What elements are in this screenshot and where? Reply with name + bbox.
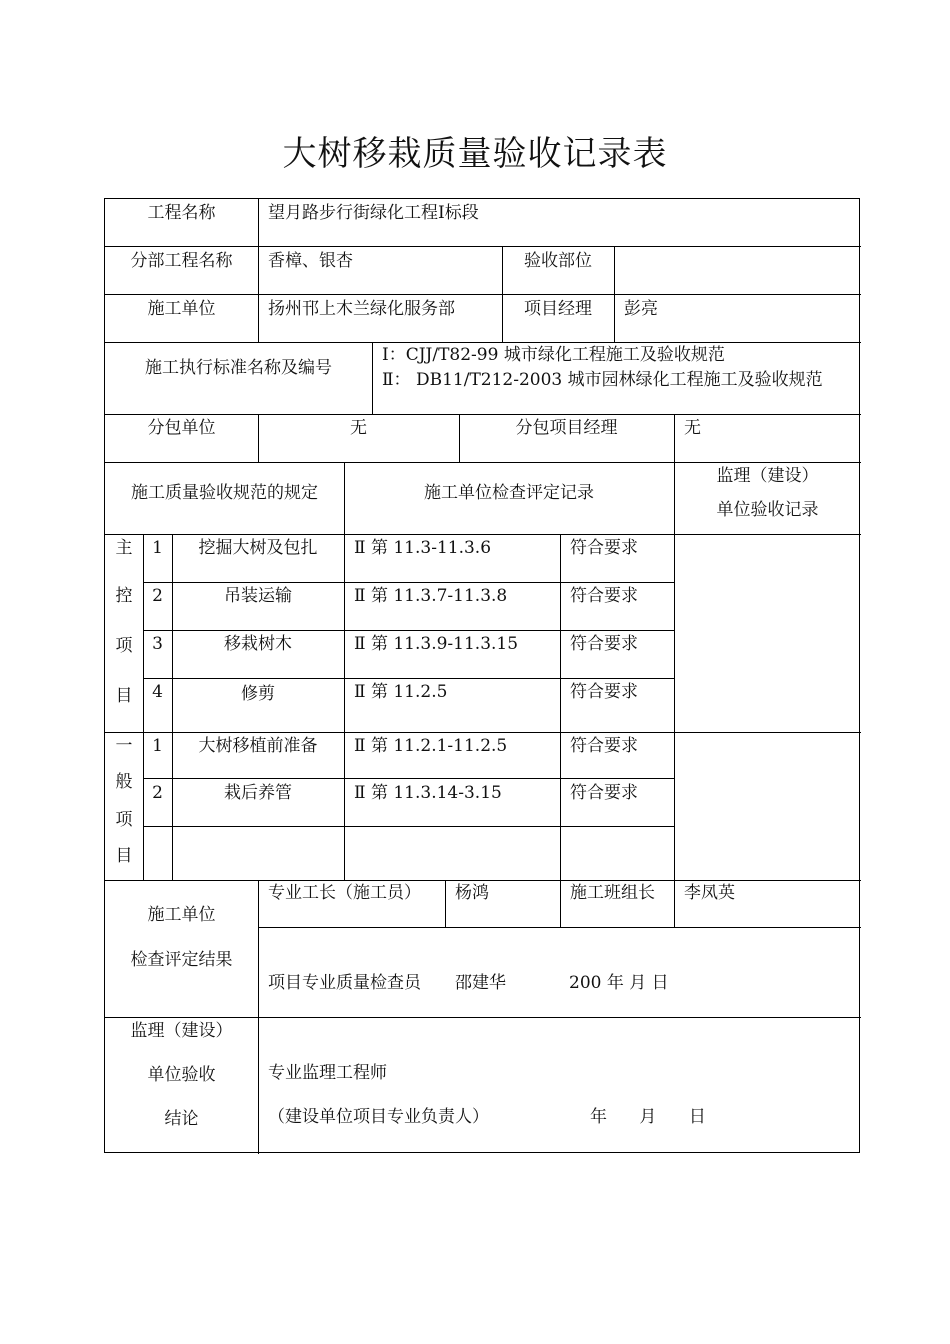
col-divider [674, 880, 675, 927]
supervisor-header-line1: 监理（建设） [716, 466, 819, 486]
row-divider [105, 732, 861, 733]
item-result[interactable]: 符合要求 [570, 634, 638, 654]
item-number: 4 [152, 682, 163, 702]
row-divider [258, 927, 861, 928]
contractor-result-label-line1: 施工单位 [147, 905, 216, 925]
sub-project-value[interactable]: 香樟、银杏 [268, 251, 353, 271]
supervising-engineer-label: 专业监理工程师 [268, 1063, 387, 1083]
supervisor-conclusion-label-line1: 监理（建设） [130, 1021, 233, 1041]
main-control-label-char: 控 [115, 586, 133, 606]
item-reference[interactable]: Ⅱ 第 11.3-11.3.6 [354, 538, 492, 558]
supervisor-date[interactable]: 年 月 日 [590, 1107, 706, 1127]
col-divider [258, 880, 259, 1154]
row-divider [105, 294, 861, 295]
contractor-label: 施工单位 [147, 299, 216, 319]
item-result[interactable]: 符合要求 [570, 682, 638, 702]
spec-column-header: 施工质量验收规范的规定 [131, 483, 318, 503]
sub-project-label: 分部工程名称 [130, 251, 233, 271]
project-name-value[interactable]: 望月路步行街绿化工程Ⅰ标段 [268, 203, 479, 223]
item-result[interactable]: 符合要求 [570, 783, 638, 803]
team-leader-value[interactable]: 李凤英 [684, 883, 735, 903]
item-result[interactable]: 符合要求 [570, 736, 638, 756]
main-control-label-char: 目 [115, 686, 133, 706]
col-divider [560, 534, 561, 880]
project-name-label: 工程名称 [147, 203, 216, 223]
item-name: 大树移植前准备 [198, 736, 318, 756]
item-reference[interactable]: Ⅱ 第 11.2.5 [354, 682, 448, 702]
item-name: 移栽树木 [224, 634, 292, 654]
row-divider [105, 246, 861, 247]
item-reference[interactable]: Ⅱ 第 11.2.1-11.2.5 [354, 736, 508, 756]
subcontractor-label: 分包单位 [147, 418, 216, 438]
quality-inspector-label: 项目专业质量检查员 [268, 973, 421, 993]
item-name: 栽后养管 [224, 783, 292, 803]
row-divider [105, 462, 861, 463]
col-divider [674, 414, 675, 462]
general-label-char: 项 [115, 810, 133, 830]
item-number: 3 [152, 634, 163, 654]
row-divider [143, 778, 674, 779]
acceptance-part-label: 验收部位 [524, 251, 592, 271]
col-divider [344, 462, 345, 880]
team-leader-label: 施工班组长 [570, 883, 655, 903]
item-result[interactable]: 符合要求 [570, 538, 638, 558]
standard-2[interactable]: Ⅱ： DB11/T212-2003 城市园林绿化工程施工及验收规范 [382, 370, 823, 390]
col-divider [674, 462, 675, 880]
supervisor-conclusion-label-line3: 结论 [164, 1109, 199, 1129]
row-divider [105, 342, 861, 343]
supervisor-header-line2: 单位验收记录 [716, 500, 819, 520]
general-label-char: 一 [115, 736, 133, 756]
col-divider [445, 880, 446, 927]
subcontractor-value[interactable]: 无 [350, 418, 367, 438]
item-reference[interactable]: Ⅱ 第 11.3.9-11.3.15 [354, 634, 519, 654]
acceptance-form [104, 198, 860, 1153]
item-number: 1 [152, 538, 163, 558]
col-divider [372, 342, 373, 414]
contractor-result-label-line2: 检查评定结果 [130, 950, 233, 970]
row-divider [105, 534, 861, 535]
foreman-label: 专业工长（施工员） [268, 883, 421, 903]
item-number: 1 [152, 736, 163, 756]
project-manager-label: 项目经理 [524, 299, 592, 319]
document-title: 大树移栽质量验收记录表 [282, 134, 668, 174]
main-control-label-char: 主 [115, 538, 133, 558]
sub-pm-value[interactable]: 无 [684, 418, 701, 438]
foreman-value[interactable]: 杨鸿 [455, 883, 489, 903]
item-name: 修剪 [241, 684, 275, 704]
col-divider [560, 880, 561, 927]
item-name: 挖掘大树及包扎 [198, 538, 318, 558]
row-divider [143, 826, 674, 827]
row-divider [143, 630, 674, 631]
col-divider [614, 246, 615, 342]
row-divider [105, 1017, 861, 1018]
item-number: 2 [152, 586, 163, 606]
row-divider [105, 414, 861, 415]
main-control-label-char: 项 [115, 636, 133, 656]
contractor-record-header: 施工单位检查评定记录 [424, 483, 594, 503]
row-divider [105, 880, 861, 881]
supervisor-conclusion-label-line2: 单位验收 [147, 1065, 216, 1085]
item-number: 2 [152, 783, 163, 803]
contractor-date[interactable]: 200 年 月 日 [569, 973, 669, 993]
item-reference[interactable]: Ⅱ 第 11.3.14-3.15 [354, 783, 502, 803]
item-reference[interactable]: Ⅱ 第 11.3.7-11.3.8 [354, 586, 508, 606]
col-divider [258, 199, 259, 342]
row-divider [143, 678, 674, 679]
owner-representative-label: （建设单位项目专业负责人） [268, 1107, 489, 1127]
standard-1[interactable]: Ⅰ：CJJ/T82-99 城市绿化工程施工及验收规范 [382, 345, 725, 365]
quality-inspector-value[interactable]: 邵建华 [455, 973, 506, 993]
contractor-value[interactable]: 扬州邗上木兰绿化服务部 [268, 299, 455, 319]
general-label-char: 目 [115, 846, 133, 866]
item-result[interactable]: 符合要求 [570, 586, 638, 606]
row-divider [143, 582, 674, 583]
project-manager-value[interactable]: 彭亮 [624, 299, 658, 319]
sub-pm-label: 分包项目经理 [515, 418, 618, 438]
standard-label: 施工执行标准名称及编号 [145, 358, 332, 378]
general-label-char: 般 [115, 772, 133, 792]
item-name: 吊装运输 [224, 586, 292, 606]
